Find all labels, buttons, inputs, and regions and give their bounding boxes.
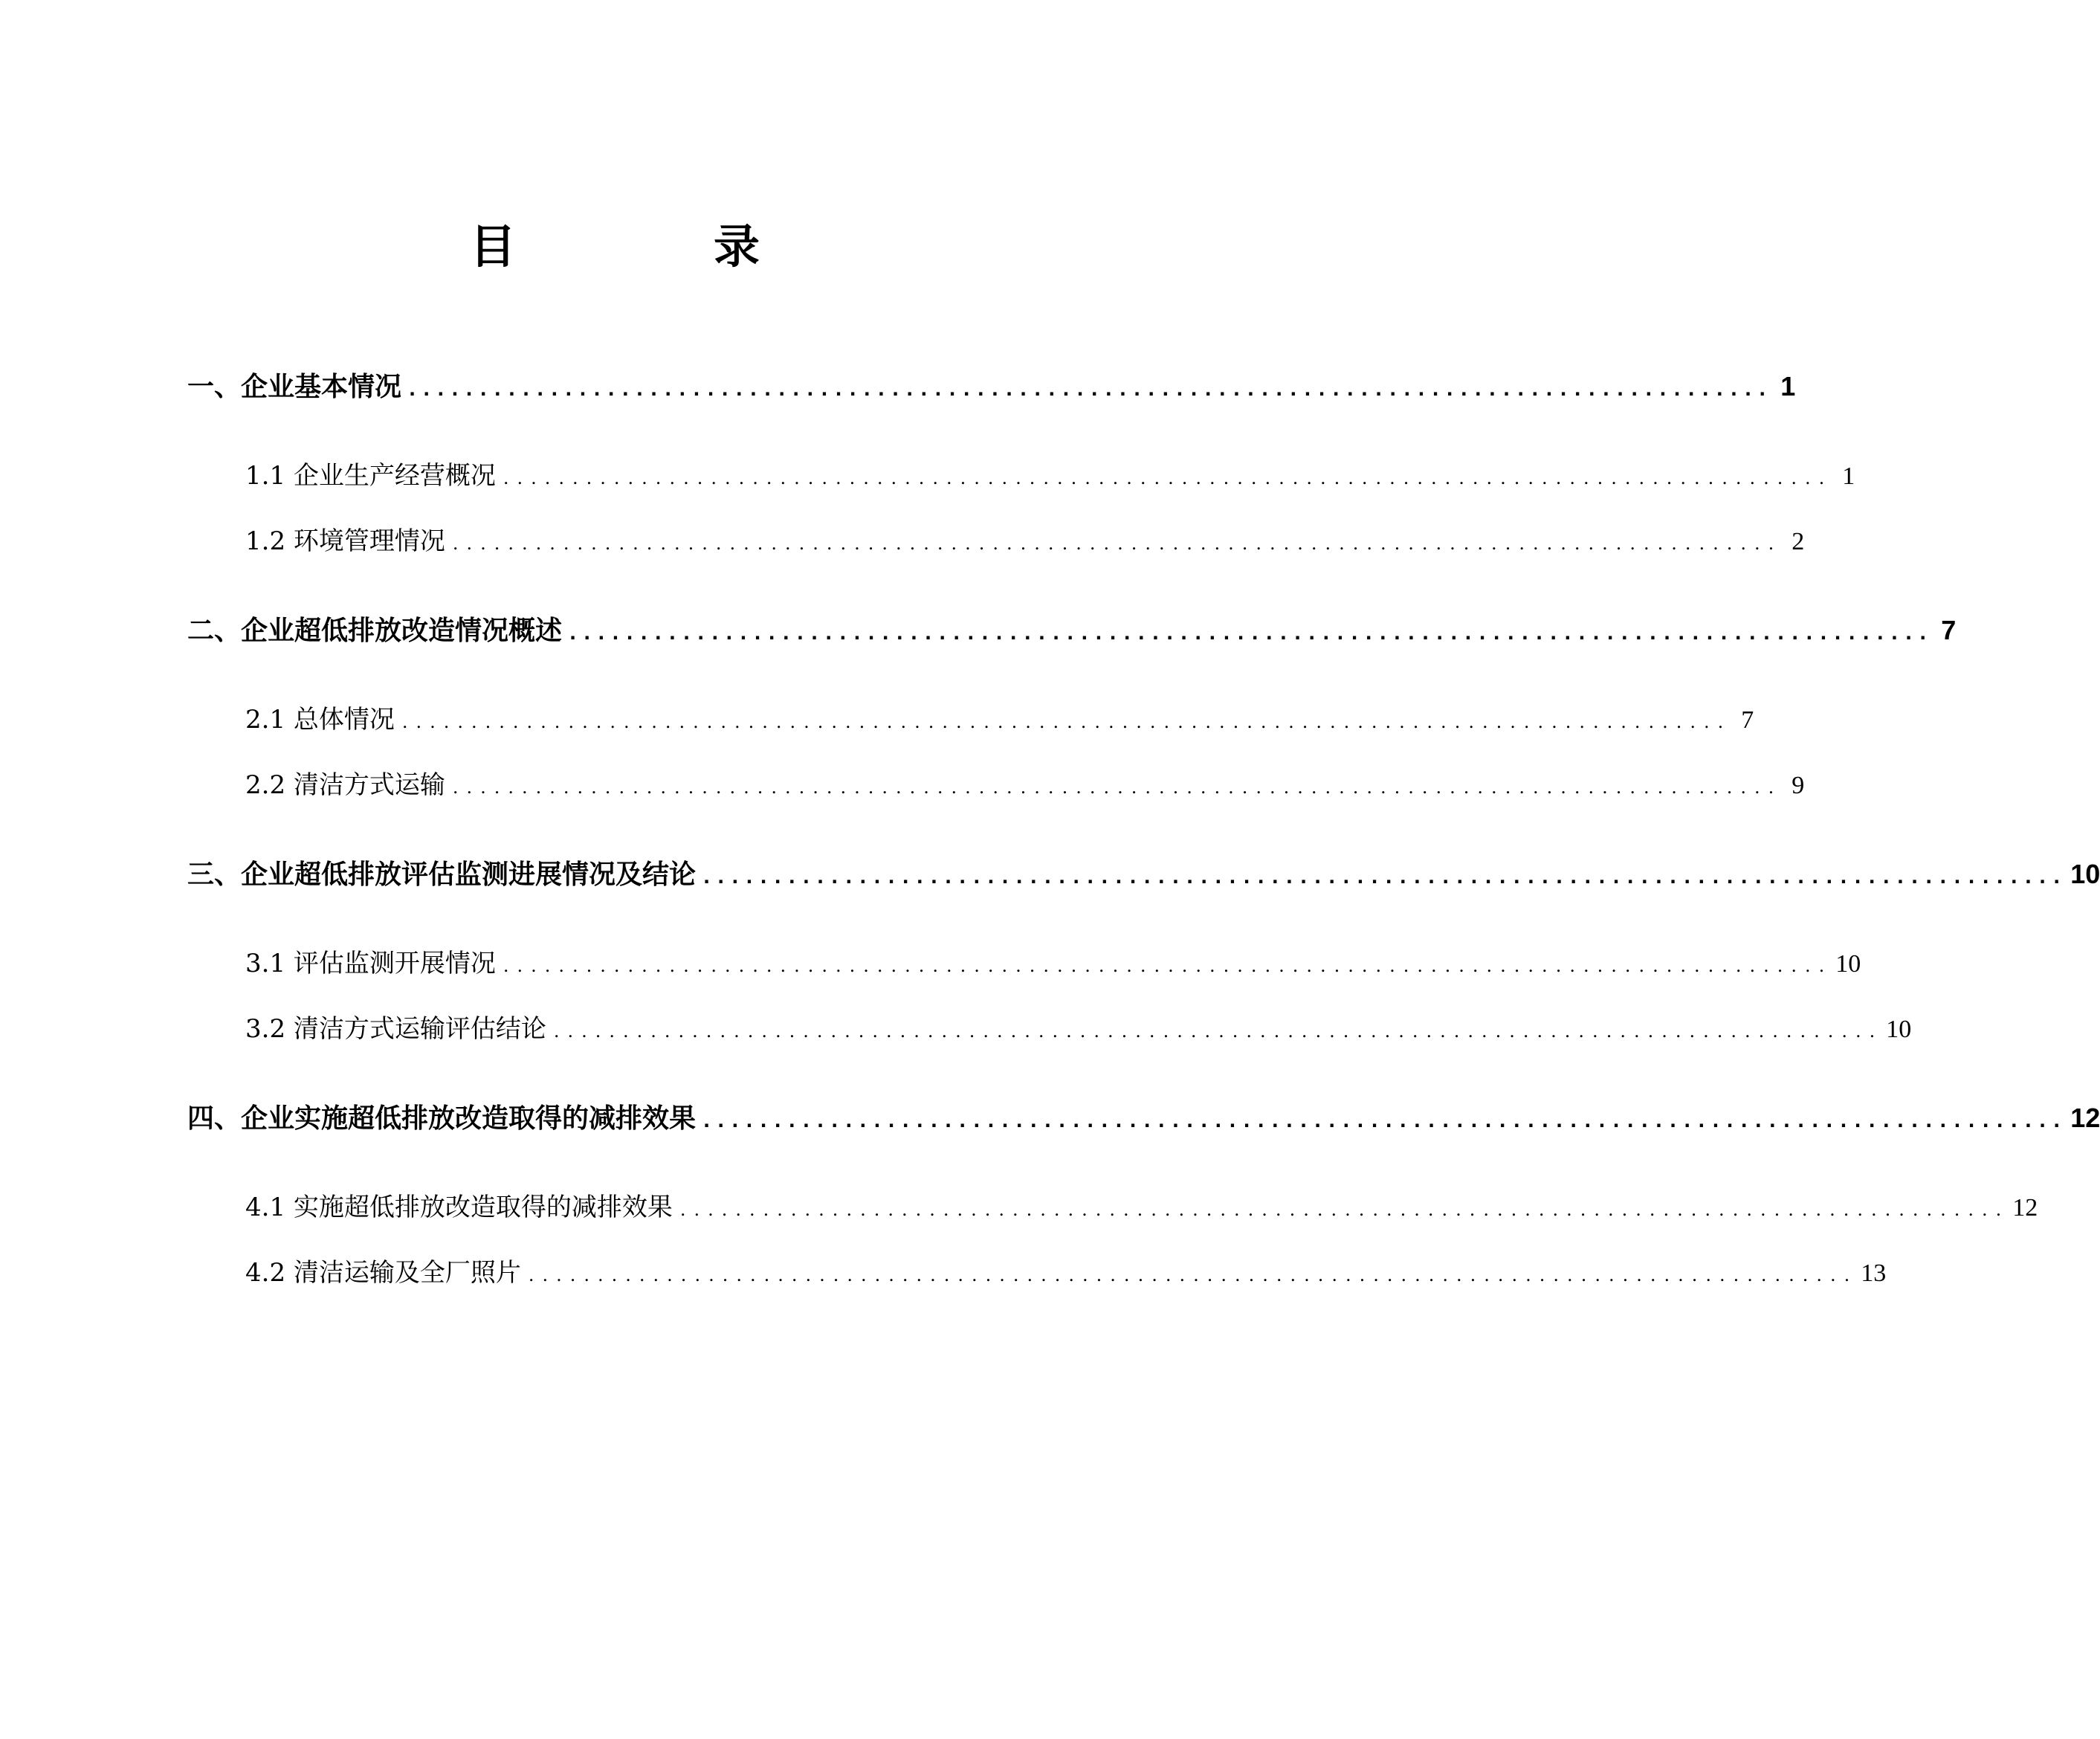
toc-page-number: 10 xyxy=(2070,859,2100,889)
toc-entry-label: 1.1 企业生产经营概况 xyxy=(245,461,496,491)
toc-entry-section-3-1[interactable] xyxy=(245,943,1861,984)
toc-entry-chapter-1[interactable] xyxy=(187,366,1796,407)
toc-entry-section-3-2[interactable] xyxy=(245,1008,1912,1050)
toc-entry-label: 四、企业实施超低排放改造取得的减排效果 xyxy=(187,1103,697,1134)
toc-page-number: 10 xyxy=(1835,950,1861,978)
dot-leader: ................................................................................................ xyxy=(503,955,1833,976)
toc-entry-label: 一、企业基本情况 xyxy=(187,372,402,402)
toc-page-number: 10 xyxy=(1886,1016,1912,1043)
toc-entry-section-4-1[interactable] xyxy=(245,1187,2038,1228)
toc-entry-label: 三、企业超低排放评估监测进展情况及结论 xyxy=(187,859,697,890)
dot-leader: ................................................................................................ xyxy=(528,1265,1858,1285)
page-title: 目 录 xyxy=(469,219,836,274)
dot-leader: ................................................................................................ xyxy=(569,623,1934,644)
toc-page-number: 12 xyxy=(2070,1103,2100,1133)
dot-leader: ................................................................................................ xyxy=(452,777,1783,798)
toc-page-number: 13 xyxy=(1861,1259,1887,1287)
dot-leader: ................................................................................................ xyxy=(679,1199,2010,1220)
toc-entry-section-1-2[interactable] xyxy=(245,520,1805,562)
dot-leader: ................................................................................................ xyxy=(553,1021,1884,1042)
toc-entry-section-4-2[interactable] xyxy=(245,1252,1887,1294)
toc-entry-chapter-3[interactable] xyxy=(187,854,2100,895)
dot-leader: ................................................................................................ xyxy=(503,468,1833,488)
dot-leader: ................................................................................................ xyxy=(452,533,1783,554)
dot-leader: ................................................................................................ xyxy=(401,712,1732,732)
toc-entry-chapter-2[interactable] xyxy=(187,610,1957,651)
toc-entry-chapter-4[interactable] xyxy=(187,1097,2100,1139)
toc-entry-section-1-1[interactable] xyxy=(245,455,1855,497)
toc-entry-label: 二、企业超低排放改造情况概述 xyxy=(187,616,563,646)
toc-page-number: 2 xyxy=(1792,528,1805,555)
dot-leader: ................................................................................................ xyxy=(409,379,1774,400)
toc-page-number: 12 xyxy=(2012,1194,2038,1222)
toc-page-number: 1 xyxy=(1842,462,1855,490)
toc-page-number: 1 xyxy=(1780,371,1796,401)
dot-leader: ................................................................................................ xyxy=(703,1111,2068,1132)
toc-page-number: 7 xyxy=(1741,706,1754,734)
toc-entry-label: 2.2 清洁方式运输 xyxy=(245,770,445,800)
toc-page-number: 9 xyxy=(1792,772,1805,799)
toc-entry-section-2-2[interactable] xyxy=(245,764,1805,806)
toc-entry-label: 3.1 评估监测开展情况 xyxy=(245,949,496,978)
dot-leader: ................................................................................................ xyxy=(703,867,2068,888)
toc-page-number: 7 xyxy=(1941,615,1957,645)
toc-entry-label: 1.2 环境管理情况 xyxy=(245,526,445,556)
toc-entry-label: 4.2 清洁运输及全厂照片 xyxy=(245,1258,521,1288)
toc-entry-label: 4.1 实施超低排放改造取得的减排效果 xyxy=(245,1193,673,1222)
toc-entry-label: 3.2 清洁方式运输评估结论 xyxy=(245,1014,546,1044)
toc-entry-section-2-1[interactable] xyxy=(245,699,1754,741)
toc-entry-label: 2.1 总体情况 xyxy=(245,705,395,735)
